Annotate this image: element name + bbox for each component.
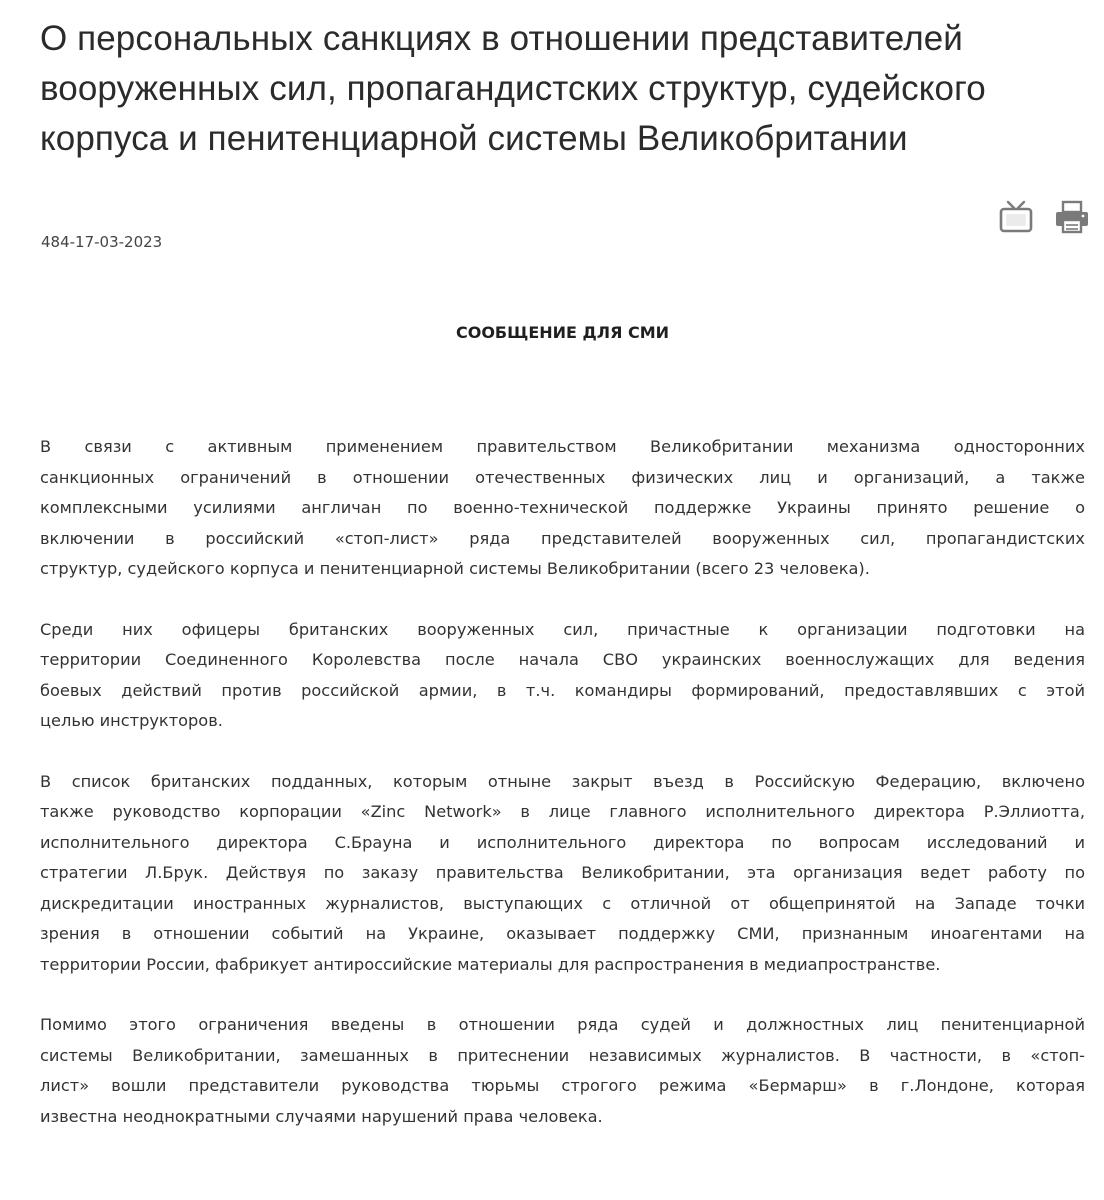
print-button[interactable] [1052, 198, 1092, 238]
paragraph [40, 615, 1085, 737]
article-toolbar [990, 198, 1090, 238]
text-line: также руководство корпорации «Zinc Network» в лице главного исполнительного директора Р.Эллиотта, [40, 802, 1085, 821]
text-line: территории России, фабрикует антироссийские материалы для распространения в медиапространстве. [40, 954, 941, 974]
text-line: зрения в отношении событий на Украине, оказывает поддержку СМИ, признанным иноагентами на [40, 924, 1085, 943]
text-line: системы Великобритании, замешанных в притеснении независимых журналистов. В частности, в «стоп- [40, 1045, 1085, 1065]
text-line: боевых действий против российской армии, в т.ч. командиры формирований, предоставлявших с этой [40, 680, 1085, 700]
text-line: В список британских подданных, которым отныне закрыт въезд в Российскую Федерацию, включено [40, 771, 1085, 791]
tv-button[interactable] [996, 198, 1036, 238]
press-release-heading: СООБЩЕНИЕ ДЛЯ СМИ [455, 323, 670, 342]
text-line: санкционных ограничений в отношении отечественных физических лиц и организаций, а также [40, 467, 1085, 487]
paragraph [40, 432, 1085, 585]
text-line: исполнительного директора С.Брауна и исполнительного директора по вопросам исследований и [40, 832, 1085, 852]
text-line: территории Соединенного Королевства после начала СВО украинских военнослужащих для ведения [40, 650, 1085, 669]
text-line: целью инструкторов. [40, 711, 223, 730]
page-title: О персональных санкциях в отношении представителей вооруженных сил, пропагандистских структур, судейского корпуса и пенитенциарной системы Великобритании [40, 19, 986, 158]
text-line: комплексными усилиями англичан по военно-технической поддержке Украины принято решение о [40, 498, 1085, 517]
text-line: лист» вошли представители руководства тюрьмы строгого режима «Бермарш» в г.Лондоне, которая [40, 1076, 1085, 1095]
paragraph [40, 767, 1085, 981]
paragraph [40, 1010, 1085, 1132]
text-line: дискредитации иностранных журналистов, выступающих с отличной от общепринятой на Западе точки [40, 893, 1085, 913]
printer-icon [1052, 198, 1092, 238]
text-line: Помимо этого ограничения введены в отношении ряда судей и должностных лиц пенитенциарной [40, 1015, 1085, 1034]
document-number: 484-17-03-2023 [41, 233, 163, 251]
text-line: стратегии Л.Брук. Действуя по заказу правительства Великобритании, эта организация ведет работу по [40, 863, 1085, 882]
text-line: Среди них офицеры британских вооруженных сил, причастные к организации подготовки на [40, 619, 1085, 639]
text-line: В связи с активным применением правительством Великобритании механизма односторонних [40, 437, 1085, 456]
text-line: включении в российский «стоп-лист» ряда представителей вооруженных сил, пропагандистских [40, 528, 1085, 548]
tv-icon [996, 198, 1036, 238]
article-body [40, 432, 1085, 1162]
text-line: известна неоднократными случаями нарушений права человека. [40, 1106, 603, 1126]
text-line: структур, судейского корпуса и пенитенциарной системы Великобритании (всего 23 человека). [40, 559, 870, 578]
